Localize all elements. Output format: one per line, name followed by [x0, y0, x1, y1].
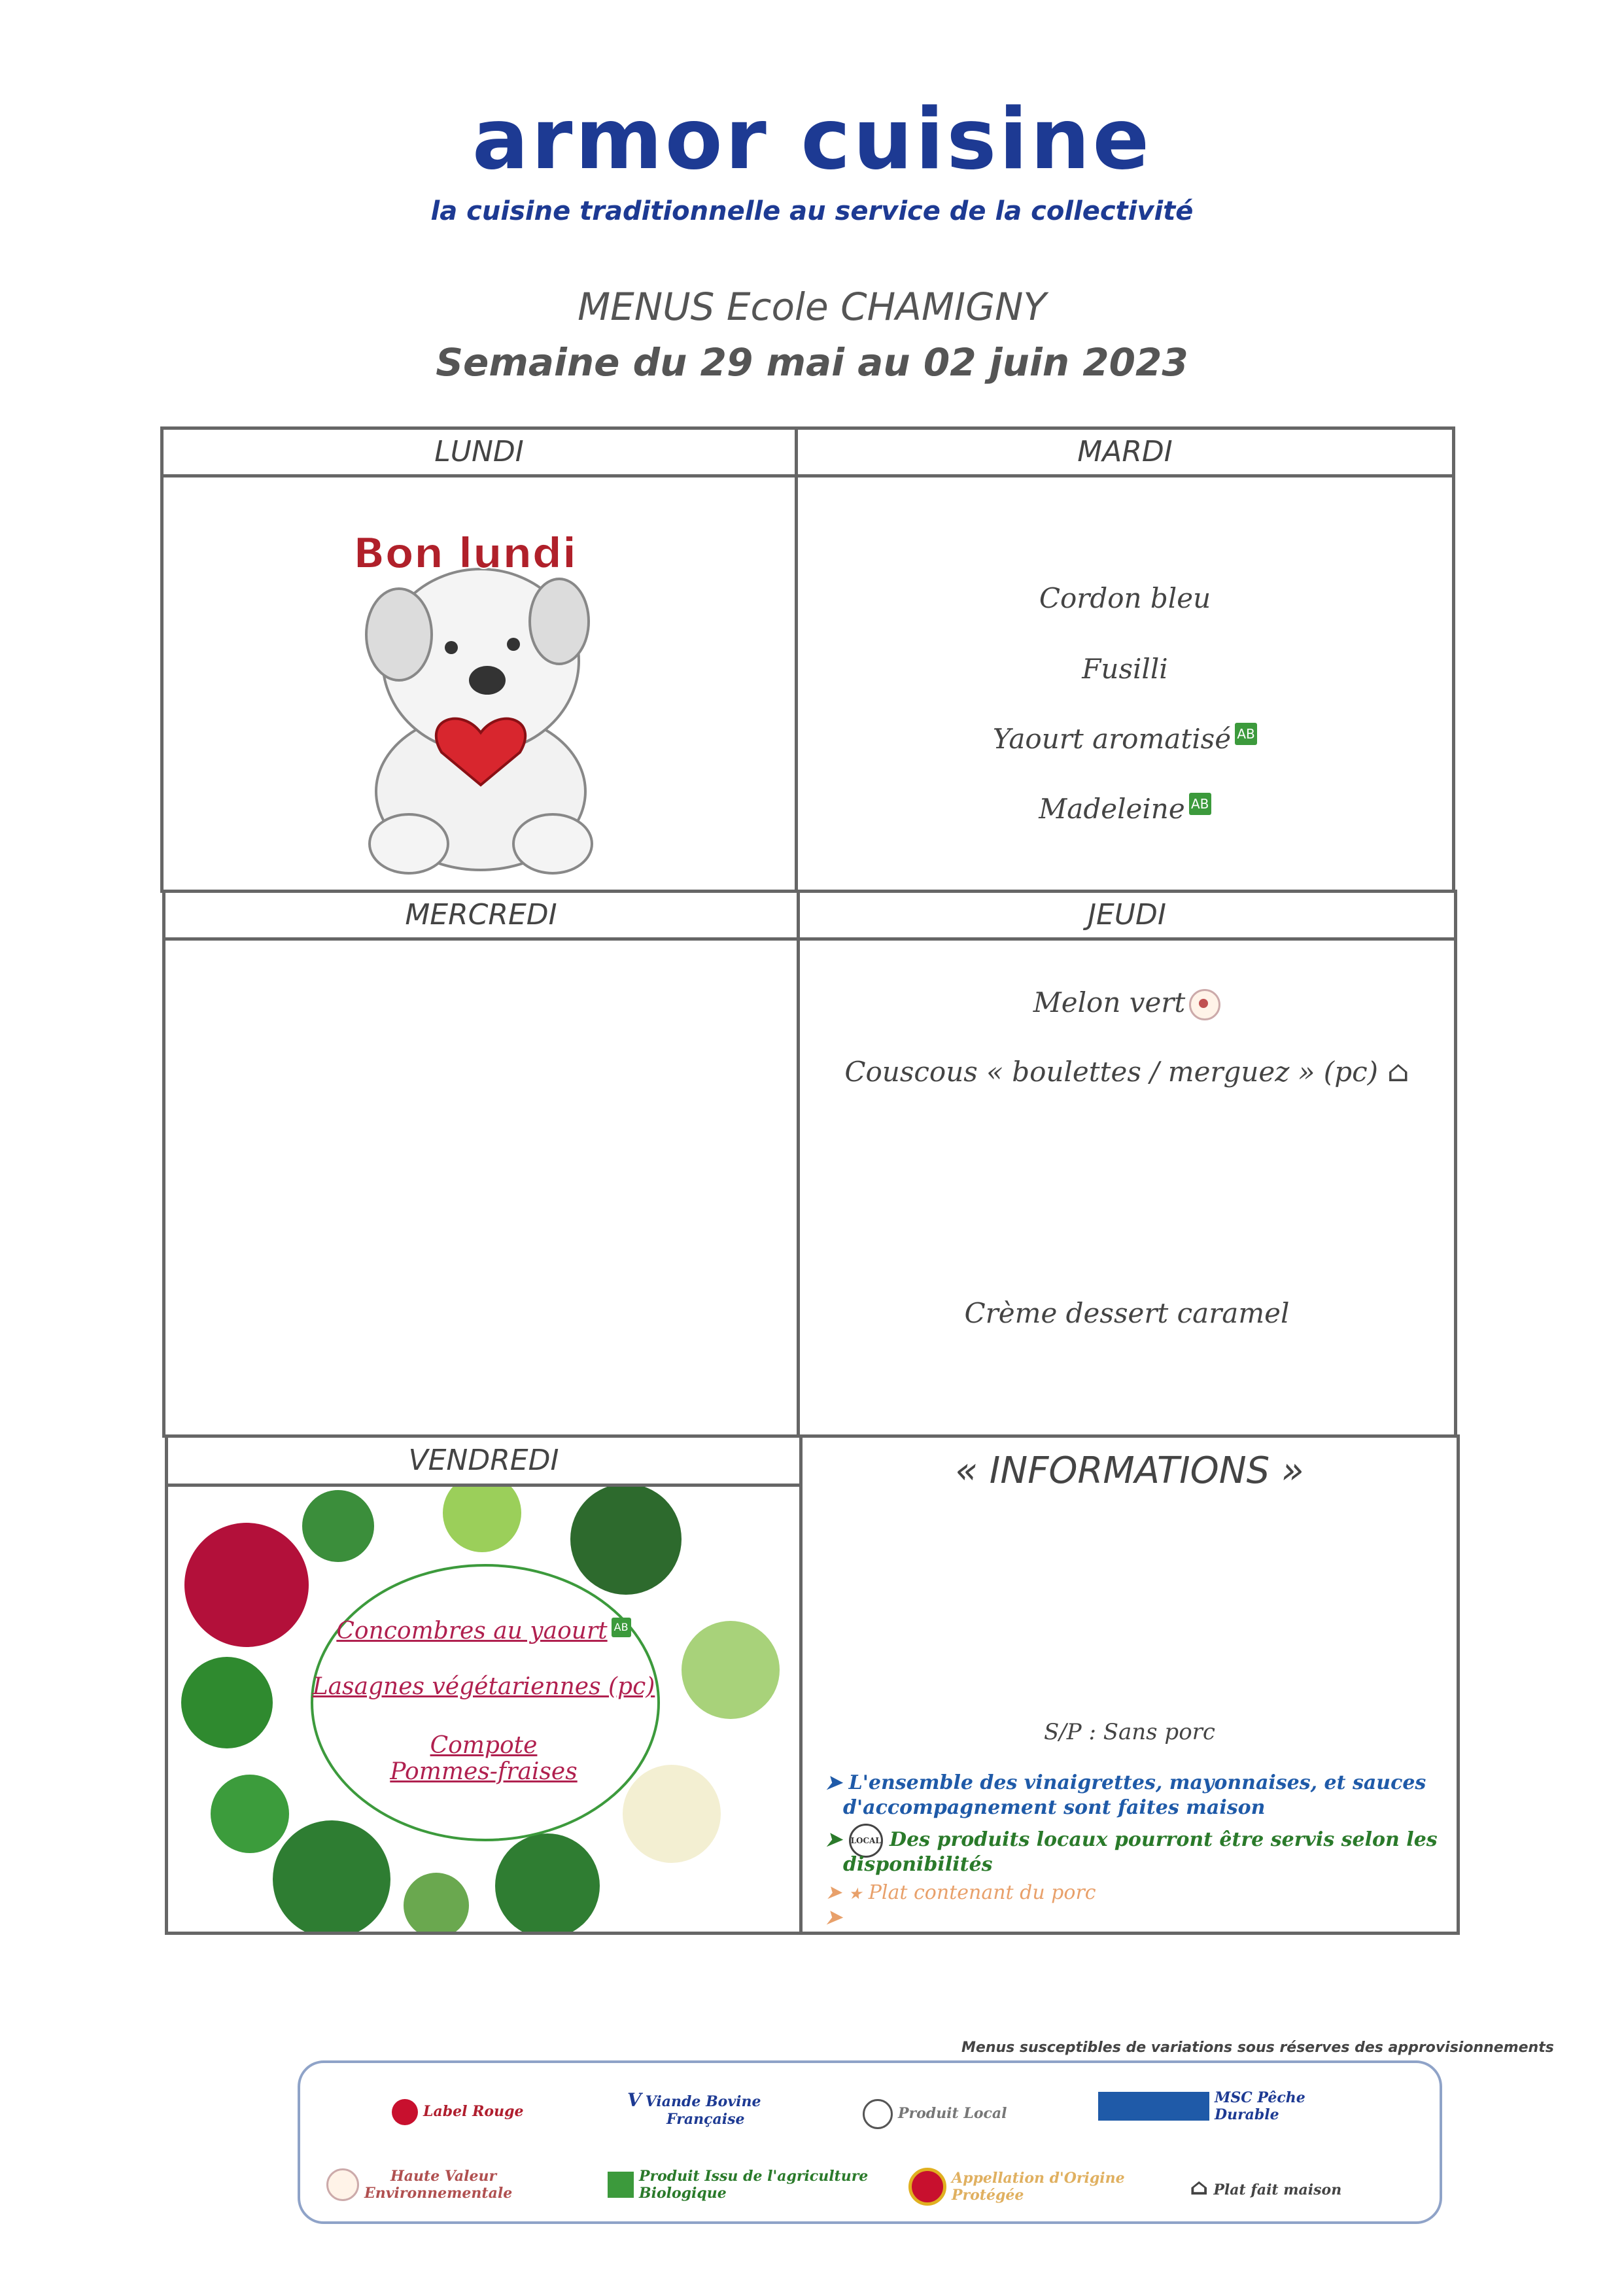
aop-icon [908, 2168, 946, 2206]
legend-msc: MSC Pêche Durable [1098, 2089, 1305, 2123]
legend-aop: Appellation d'Origine Protégée [908, 2168, 1125, 2206]
legend-vbf: V Viande Bovine Française [627, 2089, 761, 2128]
day-header-monday: LUNDI [160, 426, 798, 477]
info-note: ➤ LOCAL Des produits locaux pourront être servis selon les [825, 1824, 1438, 1858]
dish-item: Madeleine AB [798, 793, 1452, 825]
dish-item: Yaourt aromatisé AB [798, 723, 1452, 755]
info-note: ➤ ★ Plat contenant du porc [825, 1881, 1096, 1904]
info-bullet-empty: ➤ [825, 1906, 842, 1929]
legend-fait-maison: ⌂ Plat fait maison [1190, 2174, 1342, 2200]
legend-local: Produit Local [863, 2099, 1007, 2129]
day-header-tuesday: MARDI [795, 426, 1455, 477]
bio-icon: AB [1235, 723, 1257, 745]
label-rouge-icon [392, 2099, 418, 2125]
dish-item: Crème dessert caramel [964, 1297, 1290, 1329]
legend-hve: Haute Valeur Environnementale [326, 2168, 512, 2202]
bio-icon: AB [1189, 793, 1211, 815]
dish-item: Cordon bleu [1039, 582, 1211, 614]
info-note: disponibilités [843, 1853, 993, 1876]
house-icon: ⌂ [1387, 1055, 1409, 1088]
dish-item: Concombres au yaourt AB [168, 1618, 799, 1644]
legend-label-rouge: Label Rouge [392, 2099, 523, 2125]
day-cell-tuesday [795, 474, 1455, 893]
bio-icon: AB [612, 1618, 631, 1637]
menu-week: Semaine du 29 mai au 02 juin 2023 [436, 340, 1188, 385]
legend-bio: Produit Issu de l'agriculture Biologique [608, 2168, 868, 2202]
dish-item: Compote [430, 1732, 538, 1759]
dish-item: Pommes-fraises [390, 1758, 578, 1785]
info-note: ➤ L'ensemble des vinaigrettes, mayonnaises, et sauces [825, 1771, 1426, 1794]
msc-icon [1098, 2092, 1209, 2121]
dish-item: Lasagnes végétariennes (pc) [312, 1673, 655, 1700]
info-note: d'accompagnement sont faites maison [843, 1796, 1266, 1819]
brand-tagline: la cuisine traditionnelle au service de la collectivité [430, 196, 1194, 226]
vegetable-illustration [168, 1487, 799, 1932]
day-cell-friday [165, 1484, 803, 1935]
bon-lundi-text: Bon lundi [353, 530, 577, 578]
dish-item: Couscous « boulettes / merguez » (pc) ⌂ [844, 1055, 1409, 1088]
day-cell-thursday [797, 937, 1457, 1438]
legend-box [298, 2060, 1442, 2224]
day-header-thursday: JEUDI [797, 890, 1457, 941]
day-header-wednesday: MERCREDI [162, 890, 800, 941]
day-cell-wednesday [162, 937, 800, 1438]
local-icon [863, 2099, 893, 2129]
disclaimer: Menus susceptibles de variations sous réserves des approvisionnements [961, 2040, 1554, 2056]
bio-icon [608, 2172, 634, 2198]
local-icon: LOCAL [849, 1824, 883, 1858]
day-cell-monday [160, 474, 798, 893]
day-header-friday: VENDREDI [165, 1434, 803, 1487]
dish-item: Fusilli [1082, 653, 1168, 685]
menu-title: MENUS Ecole CHAMIGNY [578, 285, 1046, 329]
house-icon: ⌂ [1190, 2174, 1209, 2200]
info-title: « INFORMATIONS » [955, 1450, 1304, 1492]
hve-icon [1189, 989, 1220, 1020]
dish-item: Melon vert [800, 986, 1454, 1020]
hve-icon [326, 2168, 359, 2201]
info-cell [799, 1434, 1460, 1935]
vbf-icon: V [627, 2089, 642, 2111]
brand-logo-text: armor cuisine [472, 91, 1152, 188]
info-sp: S/P : Sans porc [1044, 1719, 1215, 1745]
